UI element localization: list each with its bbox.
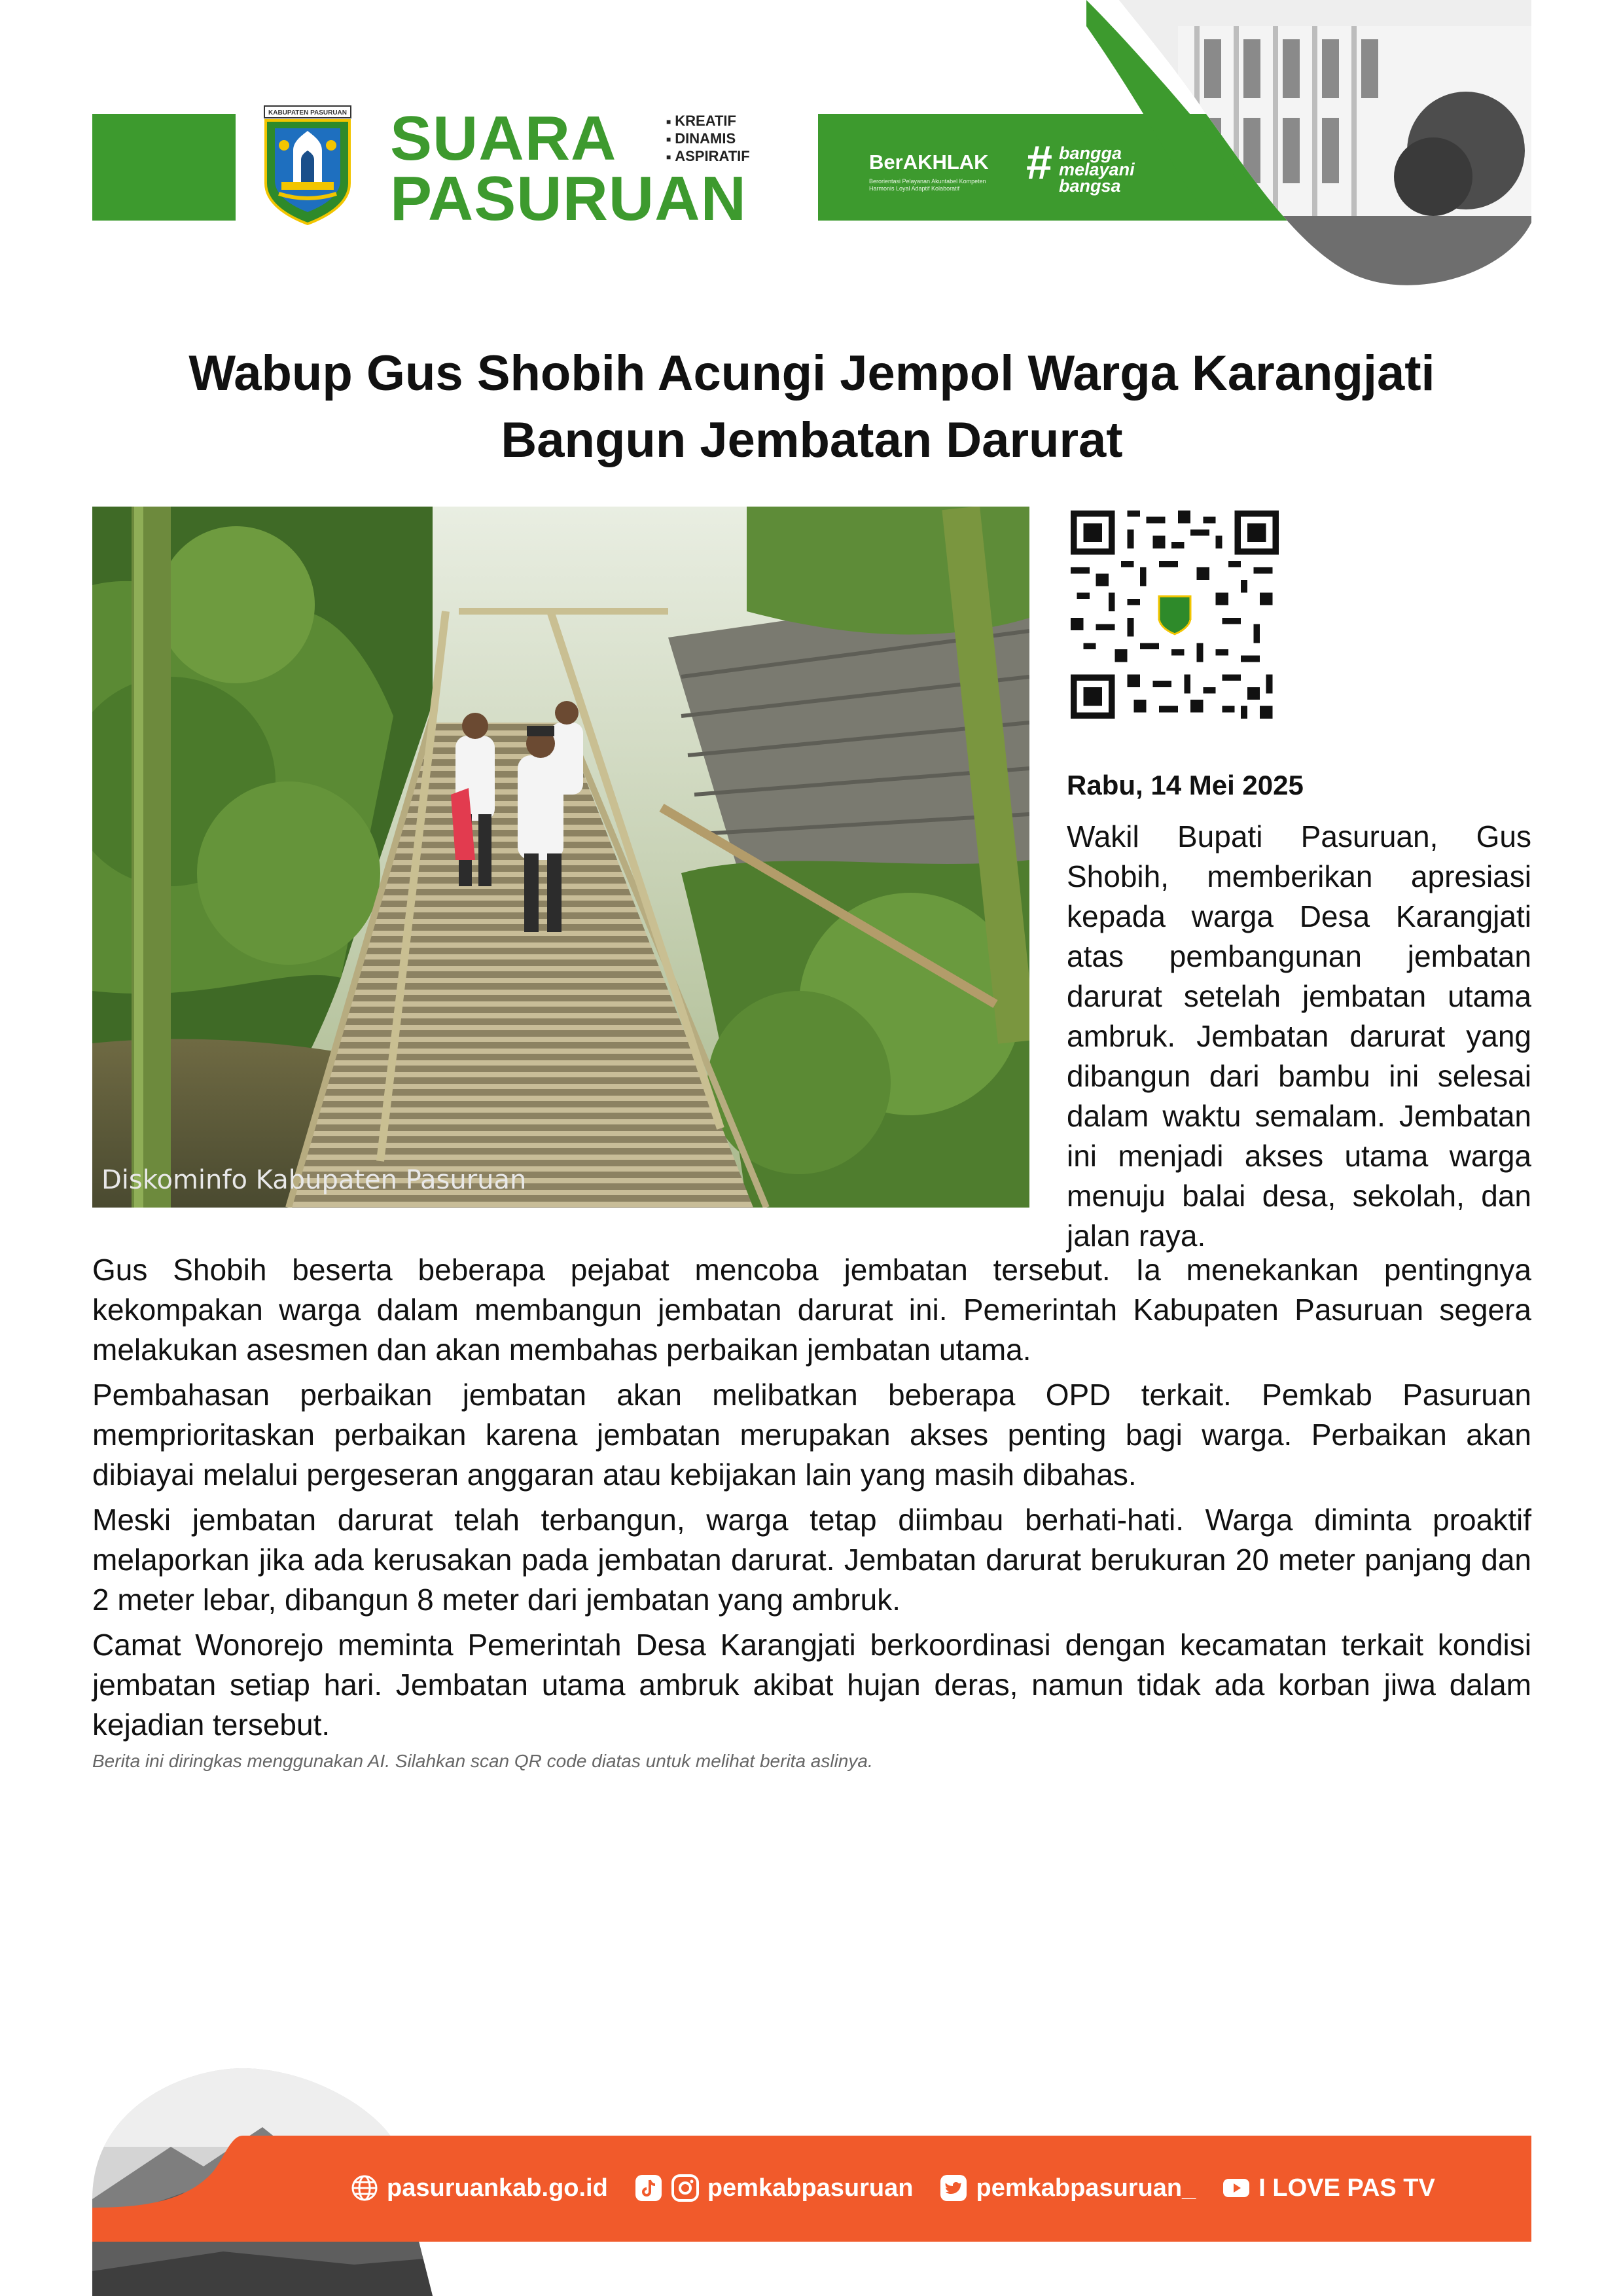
hashtag-mark: #: [1026, 137, 1053, 189]
header-green-block-left: [92, 114, 236, 221]
youtube-icon: [1222, 2174, 1251, 2202]
twitter-link[interactable]: [939, 2174, 1196, 2202]
website-text: pasuruankab.go.id: [387, 2174, 608, 2202]
instagram-text: pemkabpasuruan: [707, 2174, 914, 2202]
article-lead: Wakil Bupati Pasuruan, Gus Shobih, memberikan apresiasi kepada warga Desa Karangjati atas pembangunan jembatan darurat setelah jembatan utama ambruk. Jembatan darurat yang dibangun dari bambu ini selesai dalam waktu semalam. Jembatan ini menjadi akses utama warga menuju balai desa, sekolah, dan jalan raya.: [1067, 819, 1531, 1253]
crest-label: KABUPATEN PASURUAN: [268, 109, 347, 117]
berakhlak-logo: BerAKHLAK: [869, 151, 989, 173]
website-link[interactable]: [350, 2174, 608, 2202]
title-line-2: Bangun Jembatan Darurat: [501, 412, 1123, 468]
article-date: Rabu, 14 Mei 2025: [1067, 770, 1304, 800]
tagline-item: ■ DINAMIS: [666, 130, 750, 148]
youtube-text: I LOVE PAS TV: [1258, 2174, 1435, 2202]
globe-icon: [350, 2174, 379, 2202]
footer-links: [350, 2168, 1461, 2208]
instagram-link[interactable]: [634, 2174, 914, 2202]
body-paragraph: Camat Wonorejo meminta Pemerintah Desa Karangjati berkoordinasi dengan kecamatan terkait kondisi jembatan setiap hari. Jembatan utama ambruk akibat hujan deras, namun tidak ada korban jiwa dalam kejadian tersebut.: [92, 1628, 1531, 1742]
article-photo-bamboo-bridge: [92, 507, 1029, 1208]
tiktok-icon: [634, 2174, 663, 2202]
kabupaten-pasuruan-crest: [260, 105, 355, 225]
bangga-line: bangsa: [1059, 176, 1121, 196]
instagram-icon: [671, 2174, 700, 2202]
bangga-melayani-bangsa-logo: [1059, 145, 1135, 194]
brand-line-1: SUARA: [390, 103, 617, 173]
twitter-icon: [939, 2174, 968, 2202]
tagline-item: ■ KREATIF: [666, 113, 750, 130]
bangga-line: bangga: [1059, 143, 1122, 163]
article-body: [92, 1250, 1531, 1750]
brand-line-2: PASURUAN: [390, 164, 747, 234]
bangga-line: melayani: [1059, 160, 1135, 179]
body-paragraph: Meski jembatan darurat telah terbangun, warga tetap diimbau berhati-hati. Warga diminta proaktif melaporkan jika ada kerusakan pada jembatan darurat. Jembatan darurat berukuran 20 meter panjang dan 2 meter lebar, dibangun 8 meter dari jembatan yang ambruk.: [92, 1503, 1531, 1617]
photo-credit: Diskominfo Kabupaten Pasuruan: [101, 1165, 527, 1195]
tagline: [666, 113, 750, 166]
youtube-link[interactable]: [1222, 2174, 1435, 2202]
title-line-1: Wabup Gus Shobih Acungi Jempol Warga Karangjati: [188, 346, 1435, 401]
tagline-item: ■ ASPIRATIF: [666, 148, 750, 166]
berakhlak-subtitle: Berorientasi Pelayanan Akuntabel Kompeten Harmonis Loyal Adaptif Kolaboratif: [869, 178, 986, 192]
body-paragraph: Gus Shobih beserta beberapa pejabat mencoba jembatan tersebut. Ia menekankan pentingnya kekompakan warga dalam membangun jembatan darurat ini. Pemerintah Kabupaten Pasuruan segera melakukan asesmen dan akan membahas perbaikan jembatan utama.: [92, 1253, 1531, 1367]
twitter-text: pemkabpasuruan_: [976, 2174, 1196, 2202]
ai-disclaimer: Berita ini diringkas menggunakan AI. Silahkan scan QR code diatas untuk melihat berita aslinya.: [92, 1751, 873, 1771]
article-title: [92, 340, 1531, 474]
body-paragraph: Pembahasan perbaikan jembatan akan melibatkan beberapa OPD terkait. Pemkab Pasuruan memprioritaskan perbaikan karena jembatan merupakan akses penting bagi warga. Perbaikan akan dibiayai melalui pergeseran anggaran atau kebijakan lain yang masih dibahas.: [92, 1378, 1531, 1492]
qr-code[interactable]: [1071, 511, 1279, 719]
